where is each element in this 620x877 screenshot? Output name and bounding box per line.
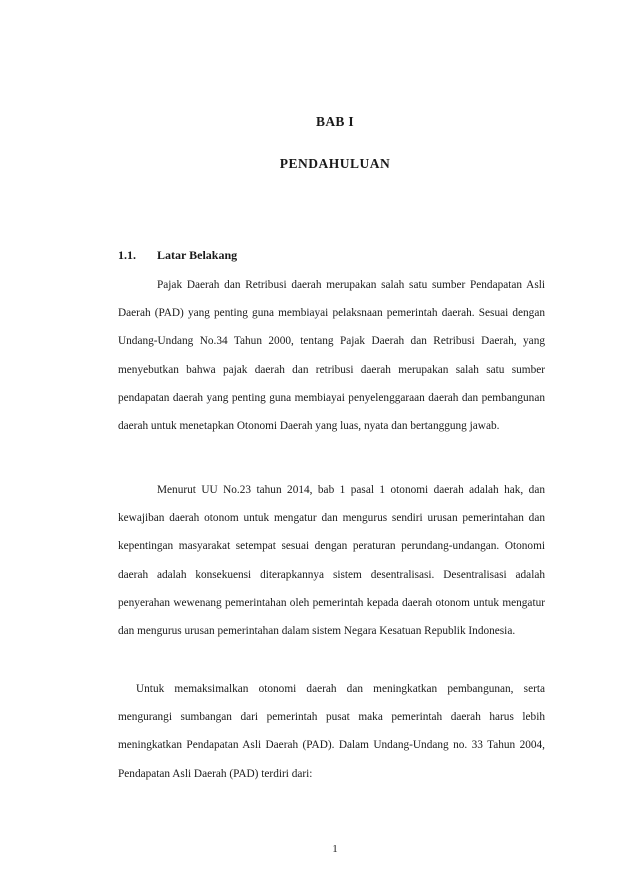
chapter-title: PENDAHULUAN — [279, 156, 391, 171]
paragraph: Untuk memaksimalkan otonomi daerah dan meningkatkan pembangunan, serta mengurangi sumbangan dari pemerintah pusat maka pemerintah daerah harus lebih meningkatkan Pendapatan Asli Daerah (PAD). Dalam Undang-Undang no. 33 Tahun 2004, Pendapatan Asli Daerah (PAD) terdiri dari: — [118, 683, 545, 780]
section-heading — [118, 248, 237, 263]
page-number: 1 — [332, 843, 338, 855]
chapter-number: BAB I — [316, 114, 354, 129]
section-number: 1.1. — [118, 248, 136, 262]
paragraph: Menurut UU No.23 tahun 2014, bab 1 pasal 1 otonomi daerah adalah hak, dan kewajiban daerah otonom untuk mengatur dan mengurus sendiri urusan pemerintahan dan kepentingan masyarakat setempat sesuai dengan peraturan perundang-undangan. Otonomi daerah adalah konsekuensi diterapkannya sistem desentralisasi. Desentralisasi adalah penyerahan wewenang pemerintahan oleh pemerintah kepada daerah otonom untuk mengatur dan mengurus urusan pemerintahan dalam sistem Negara Kesatuan Republik Indonesia. — [118, 484, 545, 638]
paragraph: Pajak Daerah dan Retribusi daerah merupakan salah satu sumber Pendapatan Asli Daerah (PAD) yang penting guna membiayai pelaksnaan pemerintah daerah. Sesuai dengan Undang-Undang No.34 Tahun 2000, tentang Pajak Daerah dan Retribusi Daerah, yang menyebutkan bahwa pajak daerah dan retribusi daerah merupakan salah satu sumber pendapatan daerah yang penting guna membiayai penyelenggaraan daerah dan pembangunan daerah untuk menetapkan Otonomi Daerah yang luas, nyata dan bertanggung jawab. — [118, 279, 545, 433]
section-title: Latar Belakang — [157, 248, 238, 262]
